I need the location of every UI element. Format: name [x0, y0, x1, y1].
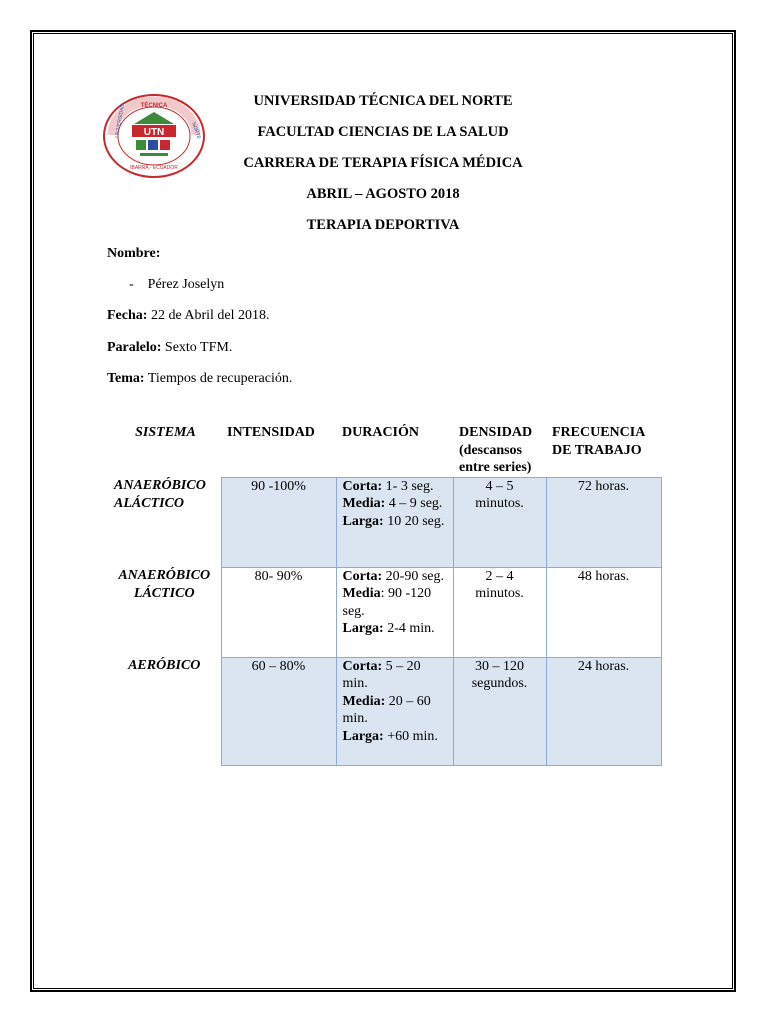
paralelo-value: Sexto TFM. [161, 340, 233, 355]
subject: TERAPIA DEPORTIVA [306, 217, 460, 233]
duracion-corta-label: Corta: [342, 568, 383, 584]
duracion-corta-value: 1- 3 seg. [382, 478, 434, 494]
cell-intensidad: 80- 90% [221, 567, 336, 657]
table-row [108, 657, 661, 765]
duracion-media-label: Media: [342, 496, 386, 511]
cell-duracion [336, 477, 453, 567]
fecha-value: 22 de Abril del 2018. [147, 308, 270, 323]
duracion-larga-label: Larga: [342, 621, 384, 636]
duracion-larga-value: 10 20 seg. [383, 513, 445, 529]
svg-text:TÉCNICA: TÉCNICA [140, 103, 168, 109]
header-frecuencia-line1: FRECUENCIA [552, 425, 646, 440]
cell-duracion [336, 567, 453, 657]
duracion-larga-value: 2-4 min. [383, 621, 435, 636]
header-frecuencia-line2: DE TRABAJO [552, 442, 642, 458]
table-row [108, 477, 661, 567]
header-duracion: DURACIÓN [342, 425, 419, 440]
nombre-field [107, 246, 160, 262]
cell-sistema [108, 477, 221, 567]
duracion-media-label: Media: [342, 693, 386, 709]
nombre-list-item: - Pérez Joselyn [129, 277, 225, 292]
fecha-field [107, 308, 270, 324]
tema-label: Tema: [107, 371, 145, 386]
cell-frecuencia: 24 horas. [546, 657, 661, 765]
duracion-media-value: : 90 -120 seg. [342, 586, 432, 619]
cell-intensidad: 60 – 80% [221, 657, 336, 765]
nombre-label: Nombre: [107, 246, 161, 261]
document-header [200, 88, 566, 243]
university-name: UNIVERSIDAD TÉCNICA DEL NORTE [253, 93, 513, 109]
duracion-larga-label: Larga: [342, 513, 384, 529]
tema-field [107, 371, 292, 387]
duracion-larga-value: +60 min. [383, 728, 438, 744]
duracion-corta-value: 20-90 seg. [382, 568, 444, 584]
duracion-corta-label: Corta: [342, 478, 383, 494]
recovery-times-table [108, 424, 662, 766]
header-densidad-line3: entre series) [459, 460, 532, 475]
duracion-corta-value: 5 – 20 min. [342, 658, 421, 691]
svg-text:UNIVERSIDAD: UNIVERSIDAD [114, 103, 126, 139]
sistema-line1: ANAERÓBICO [114, 478, 206, 493]
cell-sistema [108, 567, 221, 657]
career-name: CARRERA DE TERAPIA FÍSICA MÉDICA [243, 155, 523, 171]
table-header-row [108, 424, 661, 477]
cell-sistema [108, 657, 221, 765]
header-sistema: SISTEMA [135, 425, 196, 440]
header-intensidad: INTENSIDAD [227, 425, 315, 440]
duracion-media-value: 4 – 9 seg. [385, 496, 443, 511]
sistema-line2: LÁCTICO [133, 585, 195, 601]
fecha-label: Fecha: [107, 308, 148, 323]
header-frecuencia [546, 424, 661, 477]
header-densidad [453, 424, 546, 477]
header-densidad-line1: DENSIDAD [459, 425, 533, 440]
faculty-name: FACULTAD CIENCIAS DE LA SALUD [257, 124, 509, 140]
cell-duracion [336, 657, 453, 765]
cell-densidad: 4 – 5 minutos. [453, 477, 546, 567]
sistema-line1: AERÓBICO [128, 658, 201, 673]
duracion-media-label: Media [342, 586, 381, 601]
duracion-larga-label: Larga: [342, 728, 384, 744]
cell-frecuencia: 48 horas. [546, 567, 661, 657]
paralelo-label: Paralelo: [107, 340, 162, 355]
paralelo-field [107, 340, 232, 356]
cell-frecuencia: 72 horas. [546, 477, 661, 567]
duracion-media-value: 20 – 60 min. [342, 693, 431, 726]
table-row [108, 567, 661, 657]
header-densidad-line2: (descansos [459, 442, 523, 458]
cell-densidad: 30 – 120 segundos. [453, 657, 546, 765]
tema-value: Tiempos de recuperación. [144, 371, 293, 386]
cell-intensidad: 90 -100% [221, 477, 336, 567]
svg-text:IBARRA - ECUADOR: IBARRA - ECUADOR [130, 165, 178, 171]
period: ABRIL – AGOSTO 2018 [306, 186, 460, 202]
university-seal-icon [102, 93, 206, 179]
sistema-line1: ANAERÓBICO [118, 568, 211, 583]
sistema-line2: ALÁCTICO [114, 495, 185, 511]
svg-text:NORTE: NORTE [190, 121, 202, 141]
svg-text:UTN: UTN [143, 127, 165, 138]
cell-densidad: 2 – 4 minutos. [453, 567, 546, 657]
duracion-corta-label: Corta: [342, 658, 383, 674]
